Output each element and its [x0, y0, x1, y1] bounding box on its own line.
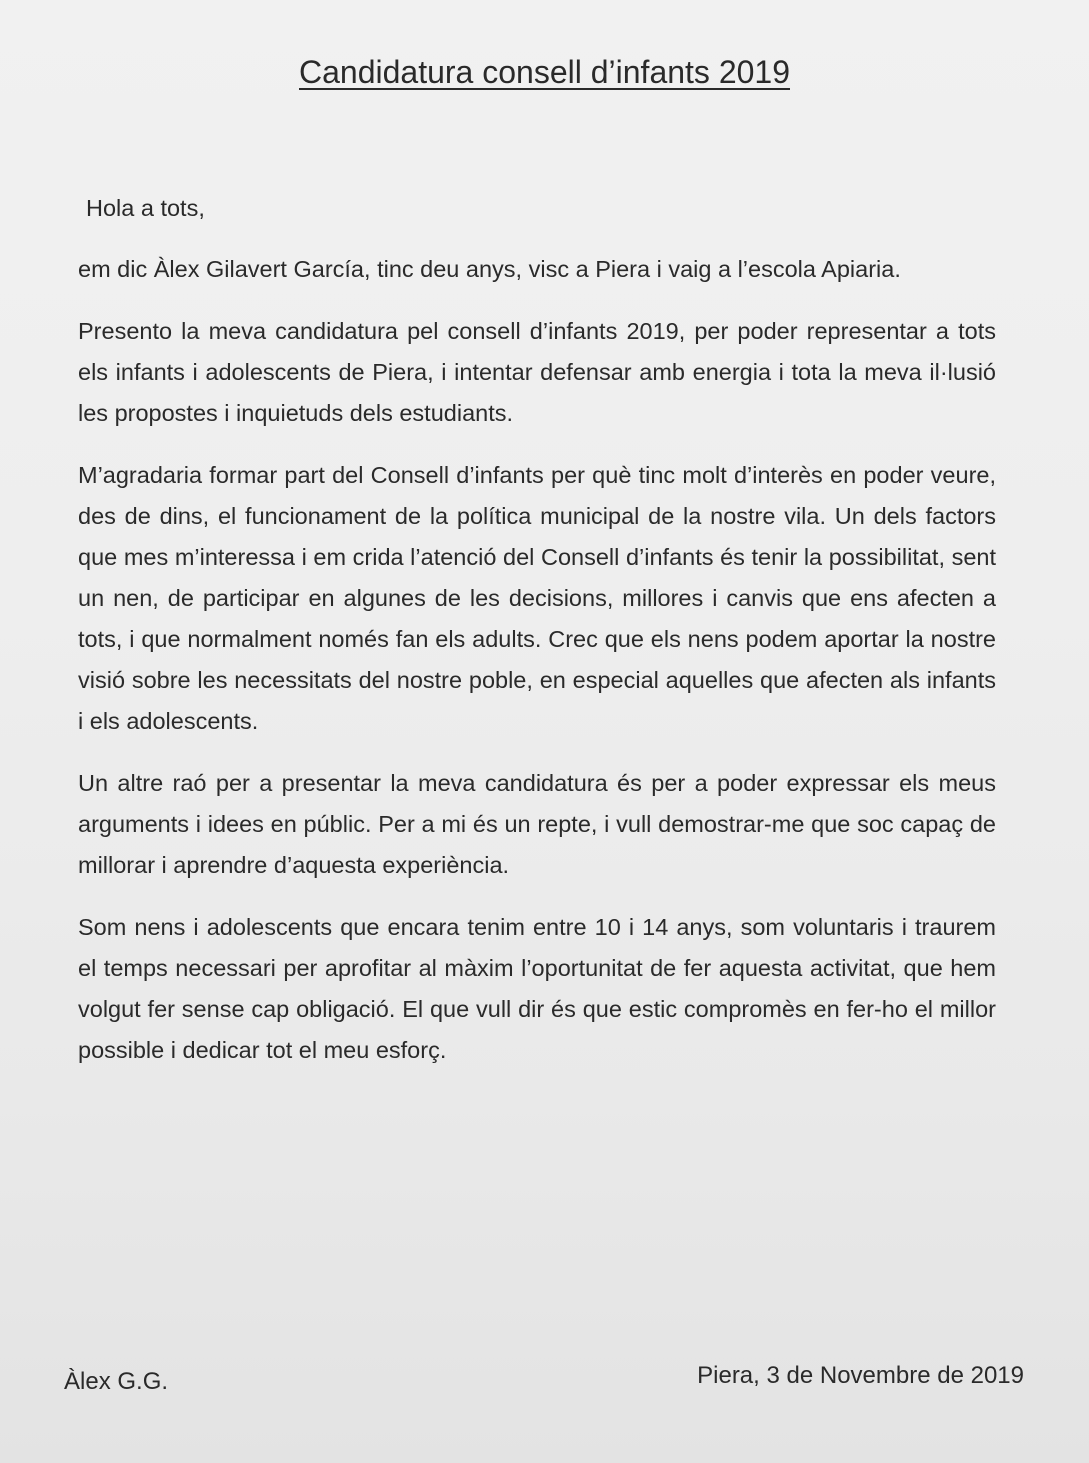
paragraph-motivation: M’agradaria formar part del Consell d’infants per què tinc molt d’interès en poder veure, des de dins, el funcionament de la política municipal de la nostre vila. Un dels factors que mes m’interessa i em crida l’atenció del Consell d’infants és tenir la possibilitat, sent un nen, de participar en algunes de les decisions, millores i canvis que ens afecten a tots, i que normalment només fan els adults. Crec que els nens podem aportar la nostre visió sobre les necessitats del nostre poble, en especial aquelles que afecten als infants i els adolescents. — [78, 462, 996, 734]
greeting: Hola a tots, — [86, 195, 205, 221]
paragraph-public-speaking: Un altre raó per a presentar la meva candidatura és per a poder expressar els meus arguments i idees en públic. Per a mi és un repte, i vull demostrar-me que soc capaç de millorar i aprendre d’aquesta experiència. — [78, 770, 996, 878]
signature: Àlex G.G. — [64, 1368, 169, 1395]
paragraph-commitment: Som nens i adolescents que encara tenim entre 10 i 14 anys, som voluntaris i traurem el temps necessari per aprofitar al màxim l’oportunitat de fer aquesta activitat, que hem volgut fer sense cap obligació. El que vull dir és que estic compromès en fer-ho el millor possible i dedicar tot el meu esforç. — [78, 914, 996, 1063]
paragraph-introduction: em dic Àlex Gilavert García, tinc deu anys, visc a Piera i vaig a l’escola Apiaria. — [78, 256, 901, 282]
document-title-text: Candidatura consell d’infants 2019 — [299, 54, 790, 90]
letter-body — [78, 188, 996, 1092]
place-date: Piera, 3 de Novembre de 2019 — [697, 1362, 1024, 1389]
paragraph-candidacy: Presento la meva candidatura pel consell d’infants 2019, per poder representar a tots els infants i adolescents de Piera, i intentar defensar amb energia i tota la meva il·lusió les propostes i inquietuds dels estudiants. — [78, 318, 996, 426]
document-title — [0, 50, 1089, 94]
